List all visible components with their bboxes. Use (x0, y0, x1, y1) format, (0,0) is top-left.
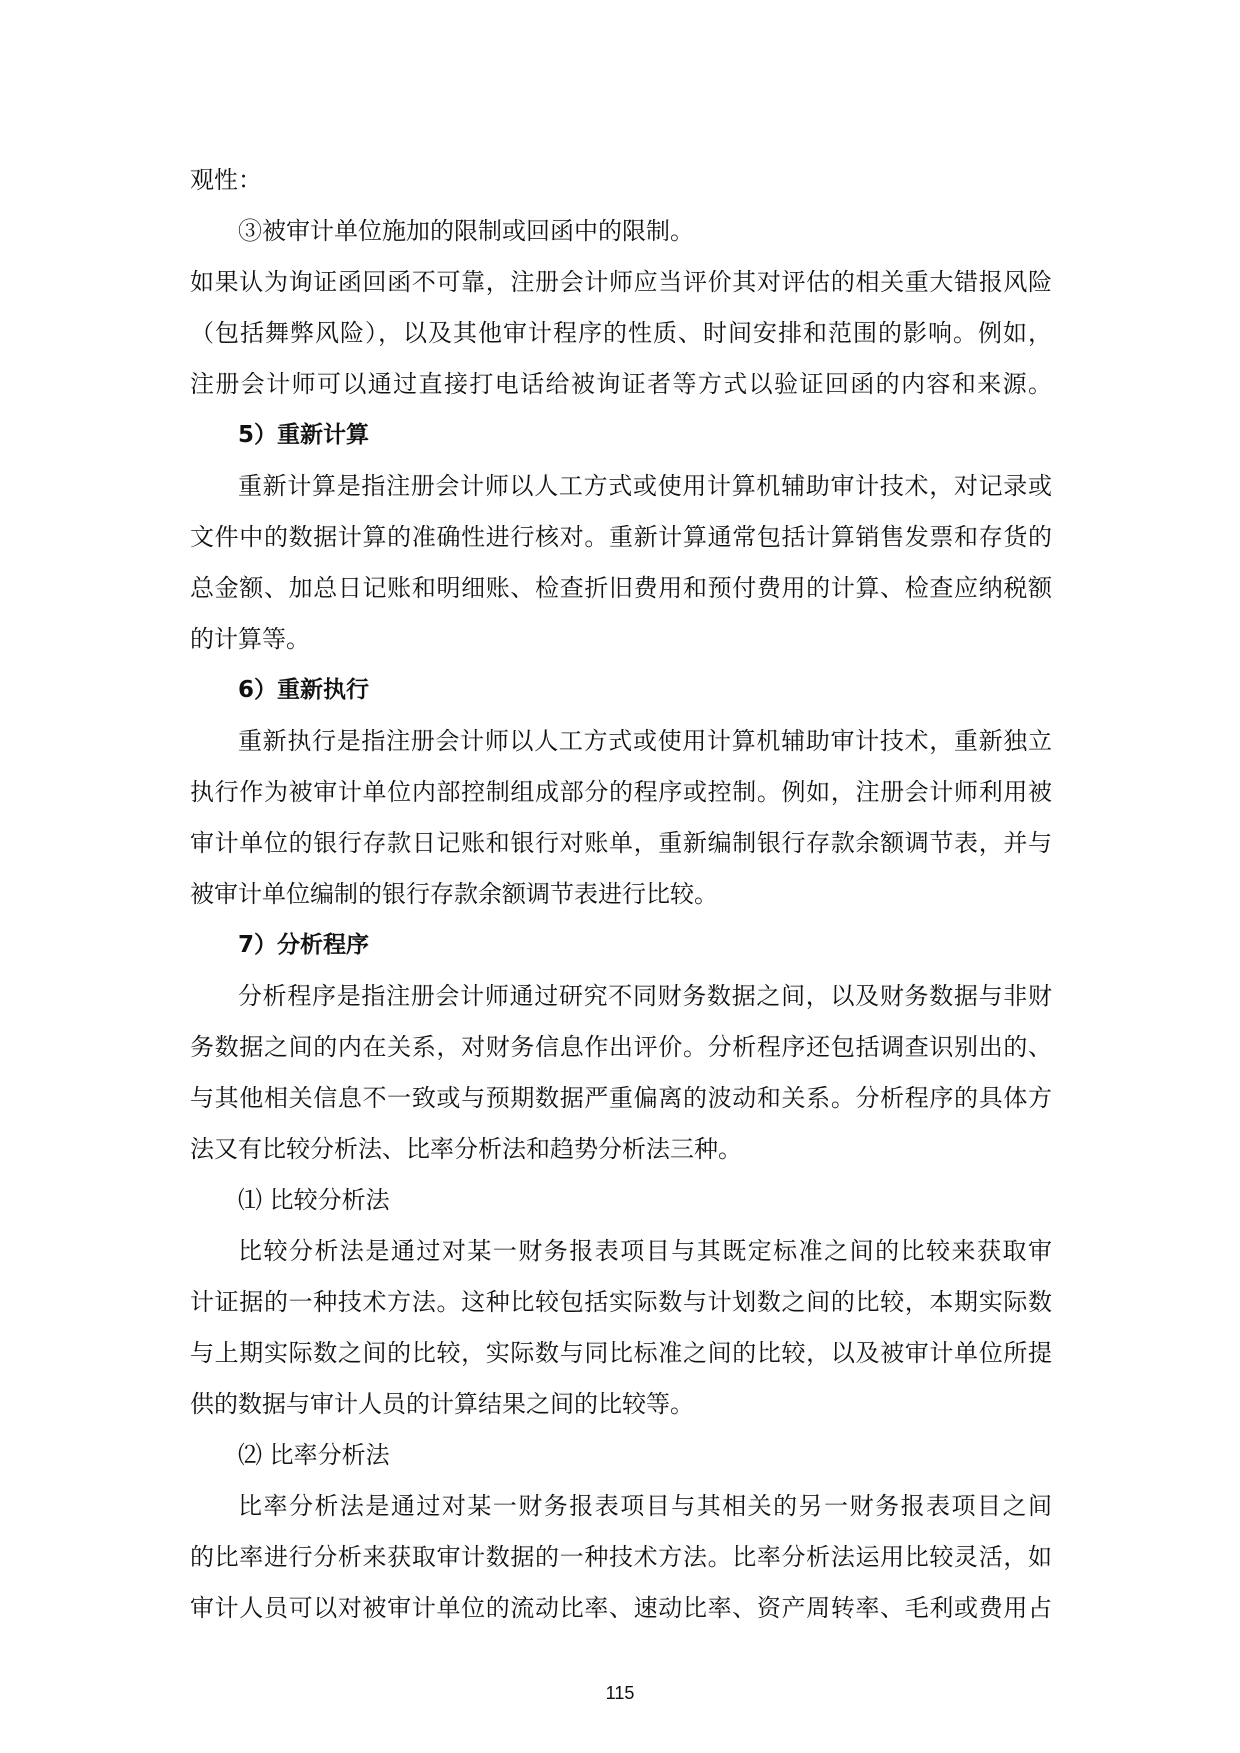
section-heading: 7）分析程序 (238, 932, 370, 958)
text-line: 文件中的数据计算的准确性进行核对。重新计算通常包括计算销售发票和存货的 (190, 523, 1052, 551)
text-line: 重新执行是指注册会计师以人工方式或使用计算机辅助审计技术，重新独立 (238, 727, 1052, 755)
text-line: 务数据之间的内在关系，对财务信息作出评价。分析程序还包括调查识别出的、 (190, 1033, 1052, 1061)
text-line: 分析程序是指注册会计师通过研究不同财务数据之间，以及财务数据与非财 (238, 982, 1052, 1010)
body-text (190, 155, 1052, 1634)
section-heading: 6）重新执行 (238, 677, 370, 703)
text-line: 审计单位的银行存款日记账和银行对账单，重新编制银行存款余额调节表，并与 (190, 829, 1052, 857)
text-line: 计证据的一种技术方法。这种比较包括实际数与计划数之间的比较，本期实际数 (190, 1288, 1052, 1316)
text-line: 重新计算是指注册会计师以人工方式或使用计算机辅助审计技术，对记录或 (238, 472, 1052, 500)
text-line: 执行作为被审计单位内部控制组成部分的程序或控制。例如，注册会计师利用被 (190, 778, 1052, 806)
text-line: 与上期实际数之间的比较，实际数与同比标准之间的比较，以及被审计单位所提 (190, 1339, 1052, 1367)
text-line: 被审计单位编制的银行存款余额调节表进行比较。 (190, 880, 718, 908)
text-line: 观性： (190, 166, 262, 194)
text-line: 比率分析法是通过对某一财务报表项目与其相关的另一财务报表项目之间 (238, 1492, 1052, 1520)
text-line: 供的数据与审计人员的计算结果之间的比较等。 (190, 1390, 694, 1418)
page-number: 115 (605, 1683, 635, 1703)
text-line: 审计人员可以对被审计单位的流动比率、速动比率、资产周转率、毛利或费用占 (190, 1594, 1052, 1622)
text-line: ⑵ 比率分析法 (238, 1441, 390, 1469)
text-line: 比较分析法是通过对某一财务报表项目与其既定标准之间的比较来获取审 (238, 1237, 1052, 1265)
text-line: （包括舞弊风险），以及其他审计程序的性质、时间安排和范围的影响。例如， (190, 319, 1052, 347)
text-line: ⑴ 比较分析法 (238, 1186, 390, 1214)
text-line: 的计算等。 (190, 625, 310, 653)
text-line: 的比率进行分析来获取审计数据的一种技术方法。比率分析法运用比较灵活，如 (190, 1543, 1052, 1571)
text-line: 总金额、加总日记账和明细账、检查折旧费用和预付费用的计算、检查应纳税额 (190, 574, 1052, 602)
text-line: 注册会计师可以通过直接打电话给被询证者等方式以验证回函的内容和来源。 (190, 370, 1052, 398)
text-line: ③被审计单位施加的限制或回函中的限制。 (238, 217, 694, 245)
text-line: 与其他相关信息不一致或与预期数据严重偏离的波动和关系。分析程序的具体方 (190, 1084, 1052, 1112)
text-line: 如果认为询证函回函不可靠，注册会计师应当评价其对评估的相关重大错报风险 (190, 268, 1052, 296)
section-heading: 5）重新计算 (238, 422, 370, 448)
text-line: 法又有比较分析法、比率分析法和趋势分析法三种。 (190, 1135, 742, 1163)
